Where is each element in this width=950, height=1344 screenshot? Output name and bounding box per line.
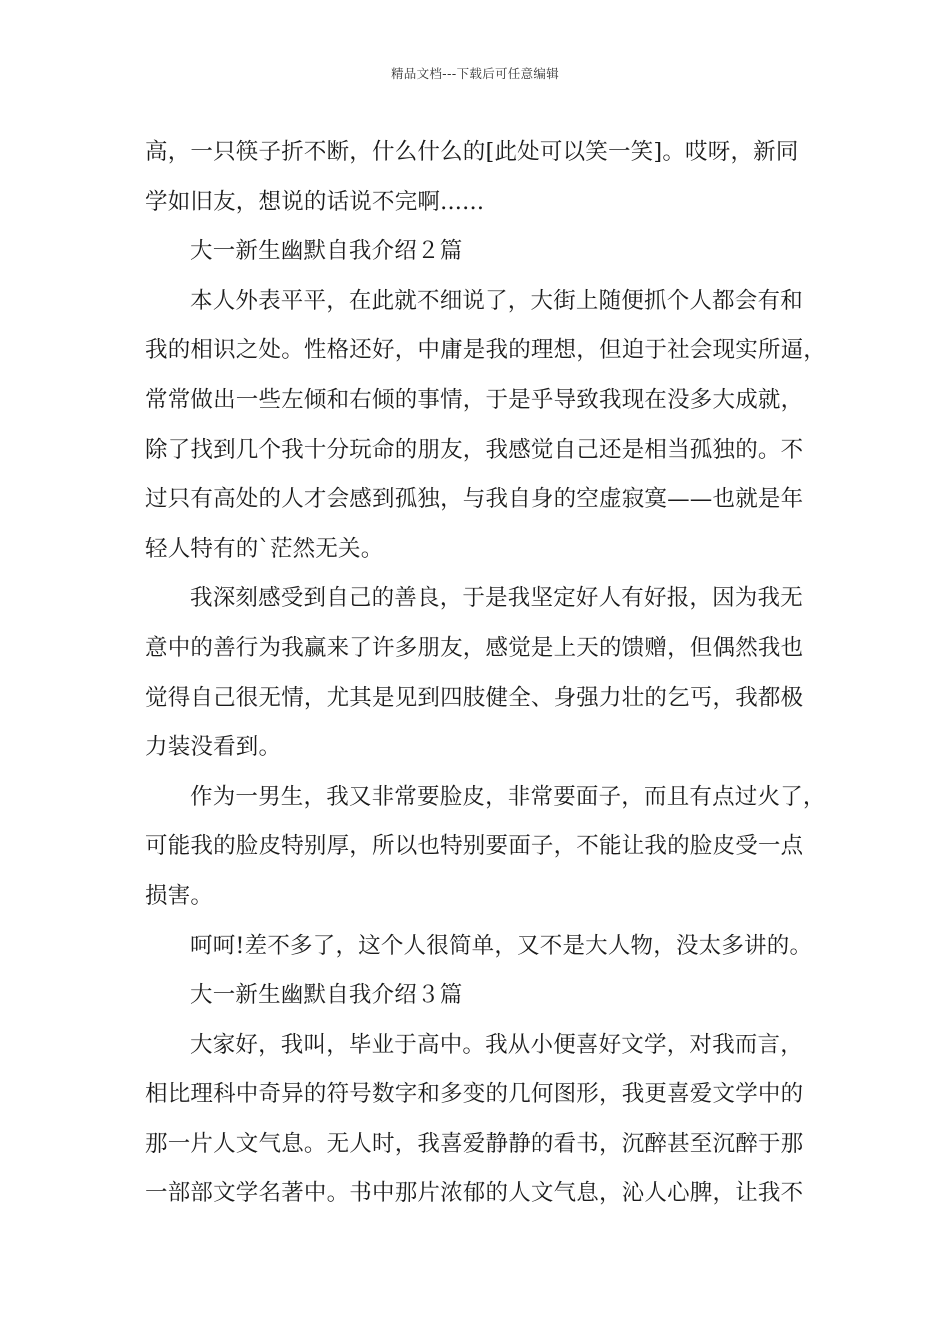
page-header: 精品文档---下载后可任意编辑 xyxy=(390,66,560,81)
text-line: 轻人特有的`茫然无关。 xyxy=(145,535,384,562)
text-line: 可能我的脸皮特别厚，所以也特别要面子，不能让我的脸皮受一点 xyxy=(145,833,804,860)
text-line: 觉得自己很无情，尤其是见到四肢健全、身强力壮的乞丐，我都极 xyxy=(145,684,804,711)
text-line: 相比理科中奇异的符号数字和多变的几何图形，我更喜爱文学中的 xyxy=(145,1081,804,1108)
text-line: 我深刻感受到自己的善良，于是我坚定好人有好报，因为我无 xyxy=(190,585,803,612)
text-line: 除了找到几个我十分玩命的朋友，我感觉自己还是相当孤独的。不 xyxy=(145,436,804,463)
text-line: 常常做出一些左倾和右倾的事情，于是乎导致我现在没多大成就， xyxy=(145,386,804,413)
text-line: 学如旧友，想说的话说不完啊...... xyxy=(145,188,485,215)
text-line: 大家好，我叫，毕业于高中。我从小便喜好文学，对我而言， xyxy=(190,1031,803,1058)
text-line: 意中的善行为我赢来了许多朋友，感觉是上天的馈赠，但偶然我也 xyxy=(145,634,804,661)
text-line: 高，一只筷子折不断，什么什么的[此处可以笑一笑]。哎呀，新同 xyxy=(145,139,799,165)
section-heading: 大一新生幽默自我介绍２篇 xyxy=(190,238,463,265)
text-line: 呵呵!差不多了，这个人很简单，又不是大人物，没太多讲的。 xyxy=(190,932,813,959)
document-body xyxy=(145,128,827,1219)
text-line: 损害。 xyxy=(145,882,214,909)
text-line: 我的相识之处。性格还好，中庸是我的理想，但迫于社会现实所逼， xyxy=(145,337,827,364)
text-line: 作为一男生，我又非常要脸皮，非常要面子，而且有点过火了， xyxy=(190,783,826,810)
text-line: 本人外表平平，在此就不细说了，大街上随便抓个人都会有和 xyxy=(190,287,803,314)
section-heading: 大一新生幽默自我介绍３篇 xyxy=(190,982,463,1009)
text-line: 那一片人文气息。无人时，我喜爱静静的看书，沉醉甚至沉醉于那 xyxy=(145,1130,804,1157)
text-line: 过只有高处的人才会感到孤独，与我自身的空虚寂寞——也就是年 xyxy=(145,486,804,513)
text-line: 一部部文学名著中。书中那片浓郁的人文气息，沁人心脾，让我不 xyxy=(145,1180,804,1207)
text-line: 力装没看到。 xyxy=(145,734,282,761)
